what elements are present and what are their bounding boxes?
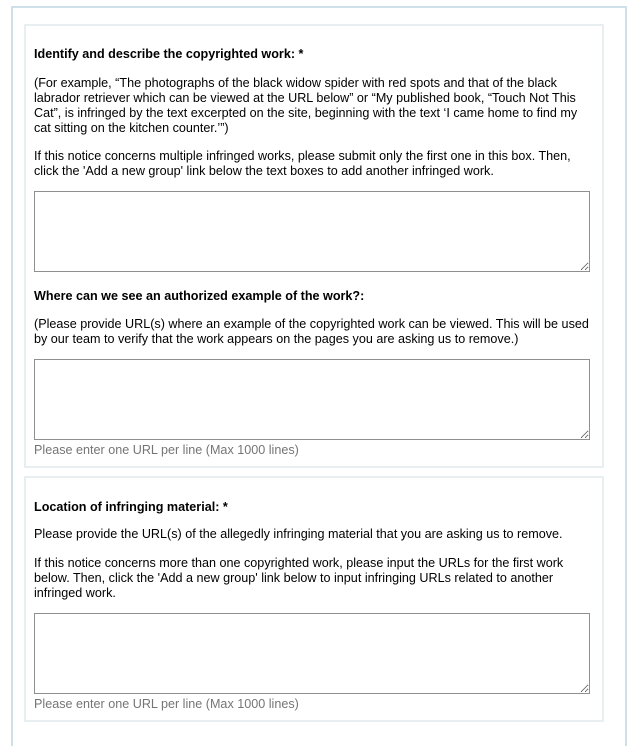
copyrighted-work-description-field[interactable] xyxy=(34,191,590,272)
copyrighted-work-title: Identify and describe the copyrighted work: * xyxy=(34,47,304,61)
copyrighted-work-multiple-text: If this notice concerns multiple infringed works, please submit only the first one in this box. Then, click the 'Add a new group' link below the text boxes to add another infringed work. xyxy=(34,149,571,178)
authorized-example-text: (Please provide URL(s) where an example of the copyrighted work can be viewed. This will be used by our team to verify that the work appears on the pages you are asking us to remove.) xyxy=(34,317,589,346)
copyrighted-work-example-text: (For example, “The photographs of the black widow spider with red spots and that of the black labrador retriever which can be viewed at the URL below” or “My published book, “Touch Not This Cat”, is infringed by the text excerpted on the site, beginning with the text ‘I came home to find my cat sitting on the kitchen counter.’”) xyxy=(34,76,578,135)
infringing-urls-hint: Please enter one URL per line (Max 1000 lines) xyxy=(34,697,299,711)
infringing-material-title: Location of infringing material: * xyxy=(34,500,228,514)
authorized-example-url-field[interactable] xyxy=(34,359,590,440)
infringing-material-multiple-text: If this notice concerns more than one copyrighted work, please input the URLs for the first work below. Then, click the 'Add a new group' link below to input infringing URLs related to another infringed work. xyxy=(34,556,564,600)
infringing-urls-field[interactable] xyxy=(34,613,590,694)
authorized-example-title: Where can we see an authorized example of the work?: xyxy=(34,289,365,303)
infringing-material-intro-text: Please provide the URL(s) of the allegedly infringing material that you are asking us to remove. xyxy=(34,527,563,541)
authorized-example-hint: Please enter one URL per line (Max 1000 lines) xyxy=(34,443,299,457)
